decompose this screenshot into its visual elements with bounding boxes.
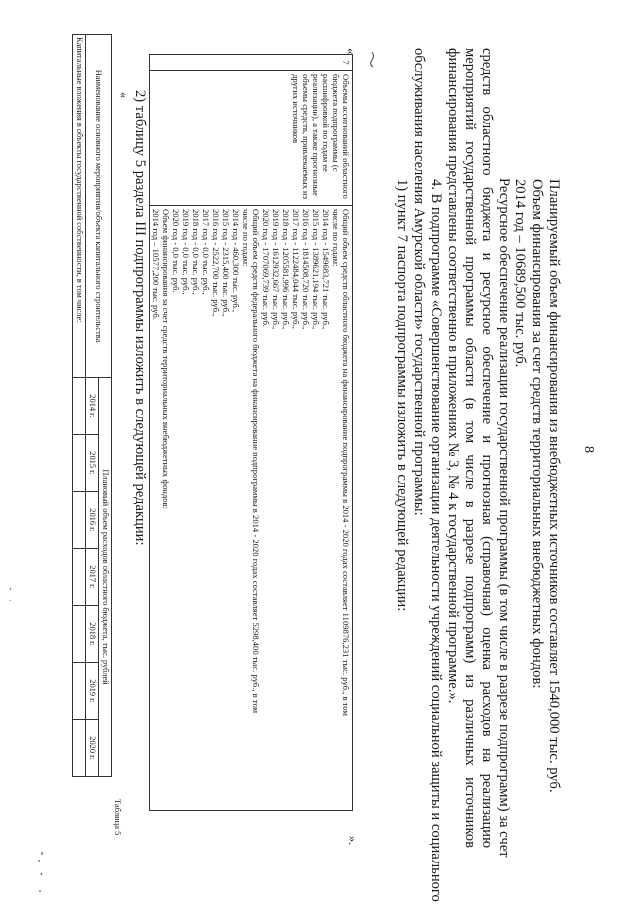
funding-line: 2016 год - 1814508,720 тыс. руб., [301,209,311,330]
item-number: 7 [150,55,353,71]
quote-open-table-5: « [117,92,131,98]
funding-line: 2015 год - 1389621,194 тыс. руб., [311,209,321,330]
pen-stroke-mark [10,588,11,601]
page-number: 8 [581,446,596,453]
funding-line: 2018 год - 1205581,996 тыс. руб., [281,209,291,330]
funding-line: Общий объем средств федерального бюджета на финансирование подпрограммы в 2014 - 2020 годах составляет 5298,400 тыс. руб., в том [251,209,261,714]
paragraph-extrabudget-total: Планируемый объем финансирования из внебюджетных источников составляет 1540,000 тыс. руб. [546,179,562,793]
table-cell-row-name: Капитальные вложения в объекты государственной собственности, в том числе: [73,35,86,378]
paragraph-resource-line4: финансирования представлены соответственно в приложениях № 3, № 4 к государственной программе.». [445,48,461,704]
funding-line: Общий объем средств областного бюджета на финансирование подпрограммы в 2014 - 2020 годах составляет 1109876,231 тыс. руб., в том [341,209,351,716]
table-5-caption: Таблица 5 [113,799,123,836]
funding-line: 2019 год - 0,0 тыс. руб., [181,209,191,295]
funding-line: 2014 год - 1549683,721 тыс. руб., [321,209,331,330]
column-header-year: 2017 г. [86,549,99,606]
funding-line: 2018 год - 0,0 тыс. руб., [191,209,201,295]
paragraph-subprogram-line2: обслуживания населения Амурской области» государственной программы: [411,48,427,516]
funding-line: числе по годам: [241,209,251,267]
column-header-year: 2016 г. [86,492,99,549]
paragraph-territorial-funds: Объем финансирования за счет средств территориальных внебюджетных фондов: [529,179,545,689]
funding-line: 2015 год - 2315,400 тыс. руб., [221,209,231,317]
funding-line: 2019 год - 1612932,667 тыс. руб., [271,209,281,330]
funding-line: числе по годам: [331,209,341,267]
paragraph-subprogram-line1: 4. В подпрограмме «Совершенствование организации деятельности учреждений социальной защиты и социального [428,179,444,902]
funding-line: 2020 год - 0,0 тыс. руб. [171,209,181,293]
column-header-year: 2018 г. [86,606,99,663]
funding-line: 2020 год - 1707069,739 тыс. руб. [261,209,271,328]
column-header-year: 2019 г. [86,663,99,720]
column-header-year: 2014 г. [86,378,99,435]
paragraph-year-2014: 2014 год – 10689,500 тыс. руб. [512,179,528,368]
pen-stroke-mark [371,52,374,67]
pen-stroke-mark [39,852,42,892]
funding-line: 2017 год - 0,0 тыс. руб., [201,209,211,295]
funding-line: 2016 год - 2522,700 тыс. руб., [211,209,221,317]
quote-open: « [344,48,359,55]
column-header-year: 2015 г. [86,435,99,492]
paragraph-table-5: 2) таблицу 5 раздела III подпрограммы изложить в следующей редакции: [132,90,148,546]
column-header-year: 2020 г. [86,720,99,777]
paragraph-resource-line2: средств областного бюджета и ресурсное обеспечение и прогнозная (справочная) оценка расходов на реализацию [479,48,495,848]
funding-line: 2014 год - 460,300 тыс. руб., [231,209,241,312]
funding-line: Объем финансирования за счет средств территориальных внебюджетных фондов: [161,209,171,509]
funding-line: 2017 год - 1122484,044 тыс. руб., [291,209,301,329]
paragraph-resource-line3: мероприятий государственной программы области (в том числе в разрезе подпрограмм) из различных источников [462,48,478,848]
item-label: Объемы ассигнований областного бюджета подпрограммы (с расшифровкой по годам ее реализации), а также прогнозные объемы средств, привлекаемых из других источников [150,71,353,206]
paragraph-resource-line1: Ресурсное обеспечение реализации государственной программы (в том числе в разрезе подпрограмм) за счет [496,178,512,858]
column-header-name: Наименование основного мероприятия/объекта капитального строительства [86,35,112,378]
column-header-budget: Плановый объем расходов областного бюджета, тыс. рублей [99,378,112,777]
paragraph-item-7: 1) пункт 7 паспорта подпрограммы изложить в следующей редакции: [394,179,410,612]
funding-line: 2014 год – 10577,200 тыс. руб. [151,209,161,320]
quote-close: ». [346,836,360,845]
